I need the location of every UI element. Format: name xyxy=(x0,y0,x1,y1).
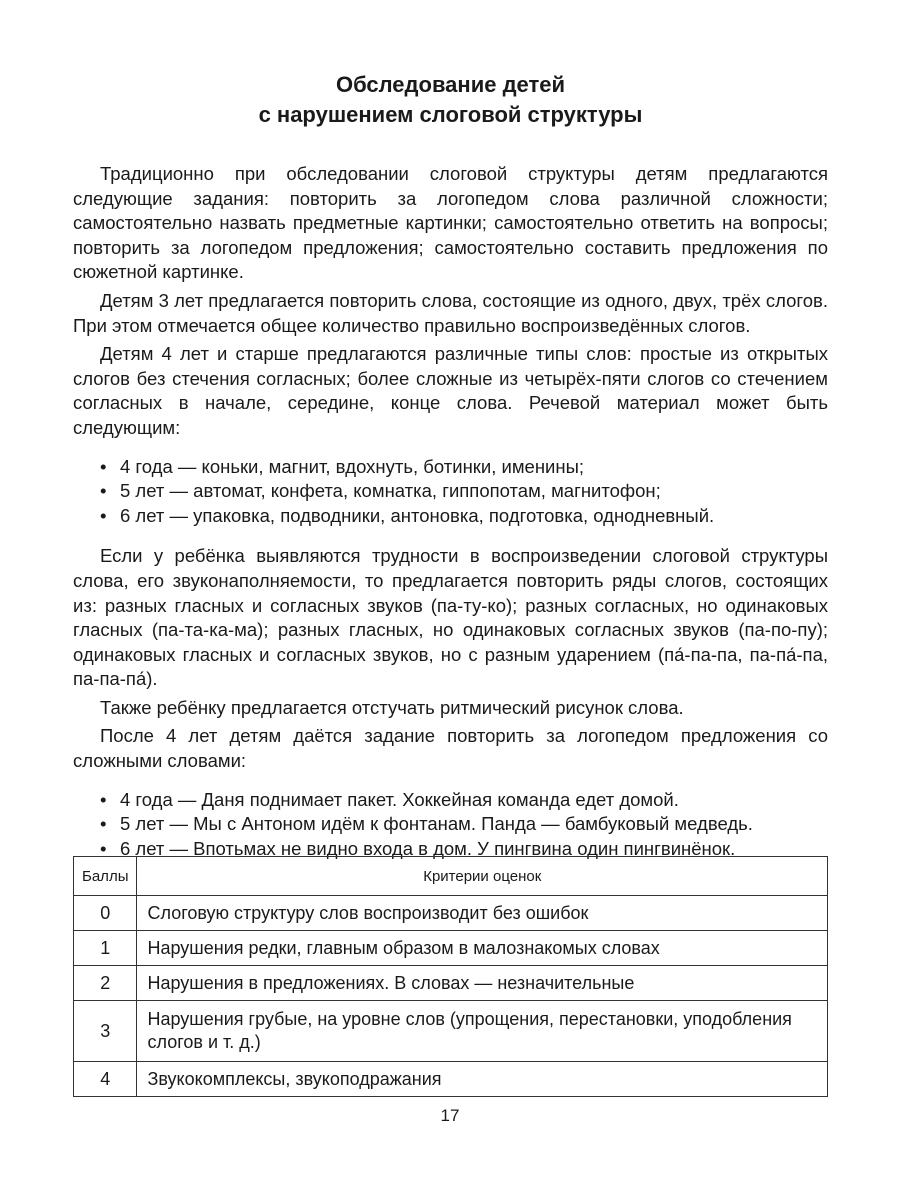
list-item: • 6 лет — упаковка, подводники, антоновка, подготовка, однодневный. xyxy=(100,504,828,529)
paragraph-age-4-plus: Детям 4 лет и старше предлагаются различные типы слов: простые из открытых слогов без стечения согласных; более сложные из четырёх-пяти слогов со стечением согласных в начале, середине, конце слова. Речевой материал может быть следующим: xyxy=(73,343,828,438)
points-cell: 4 xyxy=(74,1062,137,1097)
sentence-list xyxy=(73,788,828,862)
table-row xyxy=(74,1001,828,1062)
list-item: • 6 лет — Впотьмах не видно входа в дом. У пингвина один пингвинёнок. xyxy=(100,837,828,862)
scoring-table xyxy=(73,856,828,1097)
bullet-icon: • xyxy=(100,504,107,526)
bullet-icon: • xyxy=(100,813,107,835)
bullet-icon: • xyxy=(100,480,107,502)
table-row xyxy=(74,966,828,1001)
table-row xyxy=(74,1062,828,1097)
paragraph-rhythm: Также ребёнку предлагается отстучать ритмический рисунок слова. xyxy=(100,696,684,718)
points-cell: 1 xyxy=(74,931,137,966)
title-line-1: Обследование детей xyxy=(335,72,566,97)
word-list xyxy=(73,455,828,529)
criteria-cell: Нарушения грубые, на уровне слов (упрощения, перестановки, уподобления слогов и т. д.) xyxy=(137,1001,828,1062)
table-row xyxy=(74,896,828,931)
list-item: • 5 лет — Мы с Антоном идём к фонтанам. Панда — бамбуковый медведь. xyxy=(100,812,828,837)
bullet-icon: • xyxy=(100,455,107,477)
criteria-cell: Нарушения в предложениях. В словах — незначительные xyxy=(137,966,828,1001)
header-points: Баллы xyxy=(74,857,137,896)
criteria-cell: Слоговую структуру слов воспроизводит без ошибок xyxy=(137,896,828,931)
page-content xyxy=(73,70,828,877)
page-title xyxy=(73,70,828,130)
page-number: 17 xyxy=(440,1106,460,1125)
list-item: • 4 года — коньки, магнит, вдохнуть, ботинки, именины; xyxy=(100,455,828,480)
header-criteria: Критерии оценок xyxy=(137,857,828,896)
table-header-row xyxy=(74,857,828,896)
list-item: • 4 года — Даня поднимает пакет. Хоккейная команда едет домой. xyxy=(100,788,828,813)
criteria-cell: Нарушения редки, главным образом в малознакомых словах xyxy=(137,931,828,966)
title-line-2: с нарушением слоговой структуры xyxy=(258,102,643,127)
paragraph-syllable-rows: Если у ребёнка выявляются трудности в воспроизведении слоговой структуры слова, его звуконаполняемости, то предлагается повторить ряды слогов, состоящих из: разных гласных и согласных звуков (па-ту-ко); разных согласных, но одинаковых гласных (па-та-ка-ма); разных гласных, но одинаковых согласных звуков (па-по-пу); одинаковых гласных и согласных звуков, но с разным ударением (па́-па-па, па-па́-па, па-па-па́). xyxy=(73,545,828,690)
points-cell: 2 xyxy=(74,966,137,1001)
list-item: • 5 лет — автомат, конфета, комнатка, гиппопотам, магнитофон; xyxy=(100,479,828,504)
bullet-icon: • xyxy=(100,837,107,859)
points-cell: 3 xyxy=(74,1001,137,1062)
paragraph-age-3: Детям 3 лет предлагается повторить слова, состоящие из одного, двух, трёх слогов. При этом отмечается общее количество правильно воспроизведённых слогов. xyxy=(73,289,828,336)
paragraph-sentences: После 4 лет детям даётся задание повторить за логопедом предложения со сложными словами: xyxy=(73,725,828,772)
points-cell: 0 xyxy=(74,896,137,931)
table-row xyxy=(74,931,828,966)
bullet-icon: • xyxy=(100,788,107,810)
criteria-cell: Звукокомплексы, звукоподражания xyxy=(137,1062,828,1097)
paragraph-intro: Традиционно при обследовании слоговой структуры детям предлагаются следующие задания: повторить за логопедом слова различной сложности; самостоятельно назвать предметные картинки; самостоятельно ответить на вопросы; повторить за логопедом предложения; самостоятельно составить предложения по сюжетной картинке. xyxy=(73,163,828,283)
